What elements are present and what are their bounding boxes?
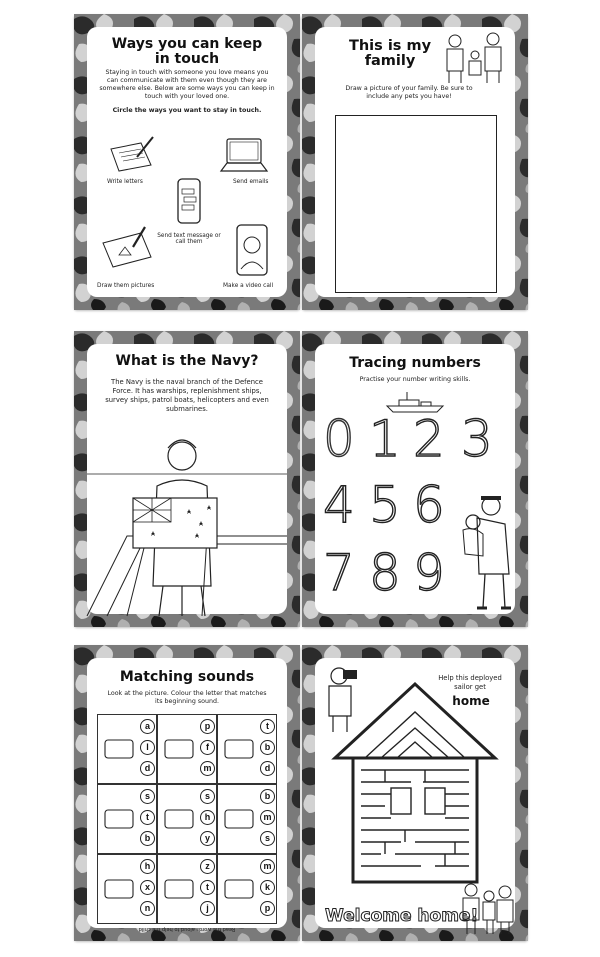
phone-icon	[175, 177, 203, 227]
maze-heading-bold: home	[452, 694, 490, 708]
option-send-emails[interactable]: Send emails	[233, 179, 269, 185]
page-title: Matching sounds	[119, 669, 255, 685]
page-content	[87, 27, 287, 297]
plane-icon	[102, 875, 136, 905]
letter-choice[interactable]: p	[260, 901, 275, 916]
letter-choice[interactable]: a	[140, 719, 155, 734]
page-navy	[74, 331, 300, 627]
letter-choice[interactable]: s	[140, 789, 155, 804]
matching-grid	[97, 714, 277, 924]
family-welcome-illustration	[459, 880, 515, 936]
letter-choice[interactable]: z	[200, 859, 215, 874]
letter-choice[interactable]: h	[200, 810, 215, 825]
ship-icon	[222, 805, 256, 835]
letter-choice[interactable]: m	[200, 761, 215, 776]
page-keep-in-touch	[74, 14, 300, 310]
page-tracing	[302, 331, 528, 627]
option-draw-pictures[interactable]: Draw them pictures	[97, 283, 155, 289]
page-matching	[74, 645, 300, 941]
page-content	[87, 658, 287, 932]
matching-cell	[157, 714, 217, 784]
matching-cell	[97, 714, 157, 784]
matching-cell	[217, 854, 277, 924]
page-content	[315, 27, 515, 297]
boat-icon	[162, 805, 196, 835]
letter-choice[interactable]: t	[140, 810, 155, 825]
matching-cell	[217, 714, 277, 784]
page-content	[315, 658, 515, 928]
letter-choice[interactable]: d	[260, 761, 275, 776]
letter-choice[interactable]: t	[260, 719, 275, 734]
trace-digit-6[interactable]: 6	[413, 476, 445, 534]
trace-digit-1[interactable]: 1	[369, 410, 401, 468]
option-send-text[interactable]: Send text message or call them	[157, 233, 221, 245]
trace-digit-7[interactable]: 7	[323, 544, 355, 602]
letter-choice[interactable]: b	[260, 740, 275, 755]
letter-choice[interactable]: m	[260, 859, 275, 874]
letter-choice[interactable]: f	[200, 740, 215, 755]
matching-cell	[97, 854, 157, 924]
letter-choice[interactable]: m	[260, 810, 275, 825]
trace-digit-8[interactable]: 8	[369, 544, 401, 602]
option-write-letters[interactable]: Write letters	[107, 179, 143, 185]
footer-note: Read the words aloud to help the child	[138, 926, 236, 932]
letter-choice[interactable]: s	[260, 831, 275, 846]
drawing-area[interactable]	[335, 115, 497, 293]
laptop-icon	[219, 137, 269, 177]
trace-digit-2[interactable]: 2	[413, 410, 445, 468]
letter-choice[interactable]: k	[260, 880, 275, 895]
letter-choice[interactable]: d	[140, 761, 155, 776]
page-title: This is my family	[348, 38, 432, 69]
letter-choice[interactable]: b	[260, 789, 275, 804]
letter-choice[interactable]: n	[140, 901, 155, 916]
letter-choice[interactable]: p	[200, 719, 215, 734]
laptop-icon	[102, 735, 136, 765]
letter-choice[interactable]: j	[200, 901, 215, 916]
matching-cell	[157, 854, 217, 924]
family-illustration	[441, 31, 511, 87]
trace-digit-0[interactable]: 0	[323, 410, 355, 468]
letter-choice[interactable]: y	[200, 831, 215, 846]
instruction-text: Practise your number writing skills.	[359, 376, 471, 383]
letter-choice[interactable]: t	[200, 880, 215, 895]
matching-cell	[217, 784, 277, 854]
page-title: Tracing numbers	[349, 355, 481, 371]
matching-cell	[157, 784, 217, 854]
matching-cell	[97, 784, 157, 854]
letter-choice[interactable]: l	[140, 740, 155, 755]
intro-text: Staying in touch with someone you love means you can communicate with them even though they are somewhere else. Below are some ways you can keep in touch with your loved one.	[99, 69, 275, 100]
ball-icon	[102, 805, 136, 835]
welcome-home-text: Welcome home!	[325, 906, 479, 926]
letter-choice[interactable]: h	[140, 859, 155, 874]
video-call-icon	[235, 223, 269, 277]
letter-pen-icon	[107, 135, 157, 175]
page-content	[87, 344, 287, 614]
instruction-text: Circle the ways you want to stay in touch.	[112, 107, 262, 114]
sailor-hugging-child-illustration	[455, 494, 515, 614]
body-text: The Navy is the naval branch of the Defence Force. It has warships, replenishment ships, survey ships, patrol boats, helicopters and even submarines.	[105, 378, 269, 413]
instruction-text: Draw a picture of your family. Be sure to include any pets you have!	[345, 85, 473, 100]
trace-digit-3[interactable]: 3	[461, 410, 493, 468]
page-title: Ways you can keep in touch	[111, 36, 263, 67]
drawing-icon	[101, 227, 155, 271]
trace-digit-5[interactable]: 5	[369, 476, 401, 534]
letter-choice[interactable]: b	[140, 831, 155, 846]
page-content	[315, 344, 515, 614]
bag-icon	[222, 735, 256, 765]
jet-icon	[222, 875, 256, 905]
maze-heading: Help this deployed sailor get	[438, 674, 502, 691]
trace-digit-4[interactable]: 4	[323, 476, 355, 534]
letter-choice[interactable]: s	[200, 789, 215, 804]
option-video-call[interactable]: Make a video call	[223, 283, 274, 289]
page-family	[302, 14, 528, 310]
instruction-text: Look at the picture. Colour the letter that matches its beginning sound.	[107, 690, 267, 705]
trace-digit-9[interactable]: 9	[413, 544, 445, 602]
truck-icon	[162, 875, 196, 905]
page-maze	[302, 645, 528, 941]
sailor-with-flag-illustration	[87, 426, 287, 616]
house-maze[interactable]	[325, 678, 505, 888]
page-title: What is the Navy?	[115, 353, 259, 369]
pencil-icon	[162, 735, 196, 765]
letter-choice[interactable]: x	[140, 880, 155, 895]
